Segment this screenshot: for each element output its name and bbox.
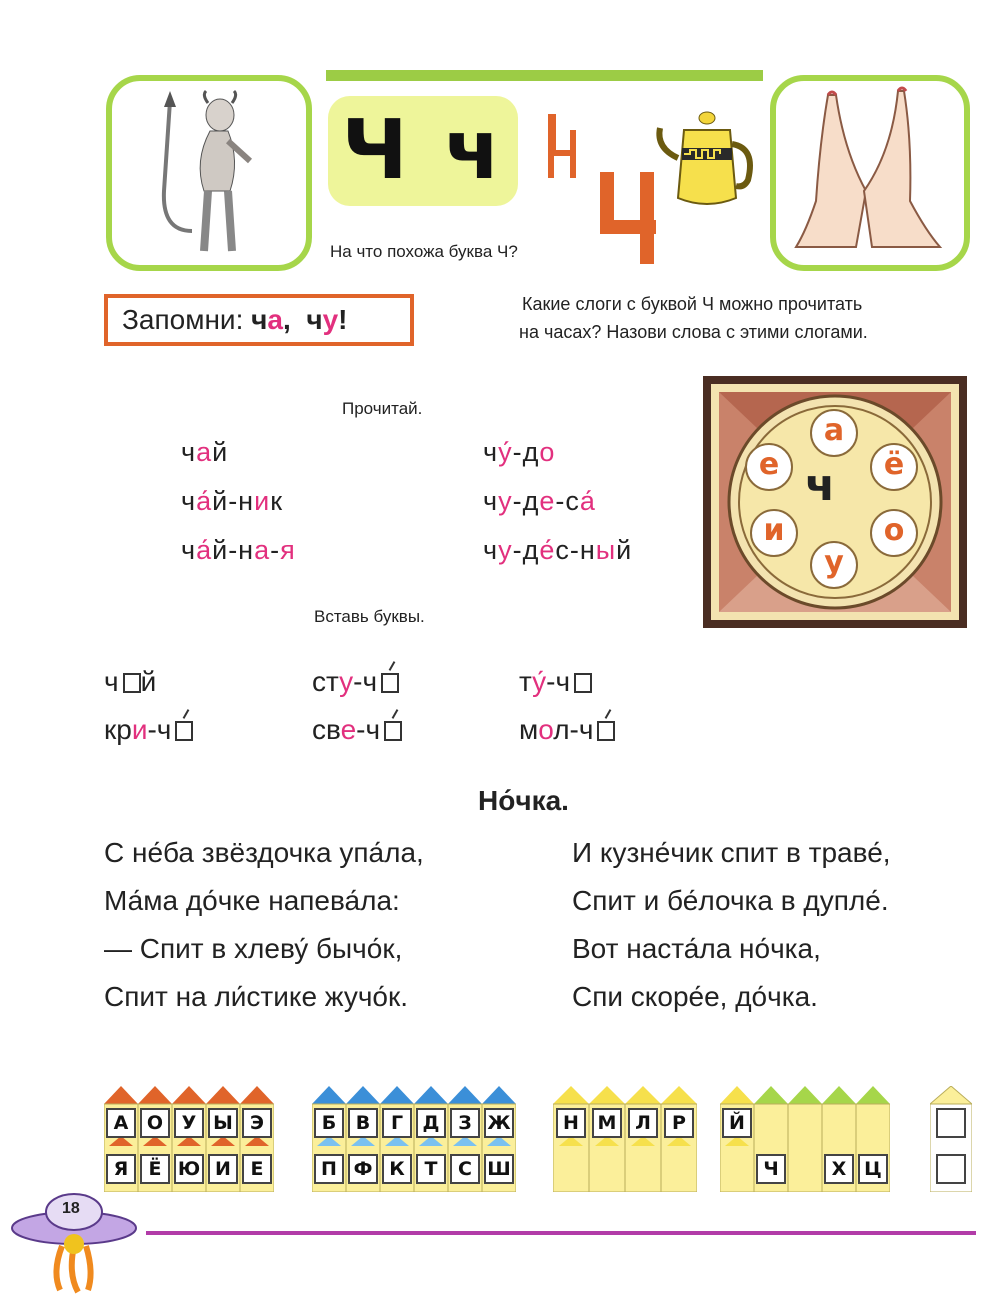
comma: ,	[282, 304, 291, 335]
letter-house-column	[448, 1086, 482, 1192]
letter-cell: М	[592, 1108, 622, 1138]
poem-right-column	[572, 829, 891, 1021]
blank-letter-box[interactable]	[597, 721, 615, 741]
letter-cell: С	[450, 1154, 480, 1184]
letter-cell: П	[314, 1154, 344, 1184]
syllable-chu: чу!	[306, 304, 348, 335]
page-number: 18	[62, 1200, 80, 1217]
letter-cell: Н	[556, 1108, 586, 1138]
blank-letter-cell[interactable]	[936, 1154, 966, 1184]
letter-house-column	[482, 1086, 516, 1192]
stress-mark	[605, 709, 612, 719]
insert-item: све-ч	[312, 714, 402, 746]
letter-cell: Х	[824, 1154, 854, 1184]
word-chudesa: чу-де-са́	[483, 486, 596, 516]
letter-cell: Т	[416, 1154, 446, 1184]
letter-house-column	[661, 1086, 697, 1192]
word-chainik: ча́й-ник	[181, 486, 283, 516]
letter-cell: Й	[722, 1108, 752, 1138]
letter-cell: Ц	[858, 1154, 888, 1184]
faun-illustration	[112, 81, 306, 265]
clock-vowel-1: ё	[870, 443, 918, 491]
stress-mark	[392, 709, 399, 719]
letter-cell: И	[208, 1154, 238, 1184]
empty-letter-house	[930, 1086, 972, 1192]
poem-line: С не́ба звёздочка упа́ла,	[104, 837, 424, 868]
word-chainaya: ча́й-на-я	[181, 535, 296, 565]
poem-line: Спи скоре́е, до́чка.	[572, 981, 818, 1012]
letter-house-column	[720, 1086, 754, 1192]
poem-line: Ма́ма до́чке напева́ла:	[104, 885, 400, 916]
letter-house-column	[240, 1086, 274, 1192]
stress-mark	[183, 709, 190, 719]
blank-letter-box[interactable]	[175, 721, 193, 741]
insert-item: ту́-ч	[519, 666, 592, 698]
insert-item: мол-ч	[519, 714, 615, 746]
clock-task-line2: на часах? Назови слова с этими слогами.	[519, 322, 868, 342]
poem-line: Вот наста́ла но́чка,	[572, 933, 821, 964]
syllable-cha: ча	[251, 304, 283, 335]
blank-letter-cell[interactable]	[936, 1108, 966, 1138]
poem-left-column	[104, 829, 424, 1021]
word-chudo: чу́-до	[483, 437, 556, 467]
letter-cell: У	[174, 1108, 204, 1138]
read-heading: Прочитай.	[342, 399, 423, 418]
word-chudesny: чу-де́с-ный	[483, 535, 633, 565]
letter-house-column	[172, 1086, 206, 1192]
insert-heading: Вставь буквы.	[314, 607, 425, 626]
letter-cell: Ф	[348, 1154, 378, 1184]
letter-house-column	[553, 1086, 589, 1192]
blank-letter-box[interactable]	[384, 721, 402, 741]
letter-cell: В	[348, 1108, 378, 1138]
letter-house-column	[206, 1086, 240, 1192]
insert-item: кри-ч	[104, 714, 193, 746]
hands-picture-frame	[770, 75, 970, 271]
stress-mark	[389, 661, 396, 671]
remember-box	[104, 294, 414, 346]
clock-task-line1: Какие слоги с буквой Ч можно прочитать	[522, 294, 863, 314]
letter-house-column	[589, 1086, 625, 1192]
letter-house-column	[822, 1086, 856, 1192]
remember-label: Запомни:	[122, 304, 244, 335]
letter-cell: Ё	[140, 1154, 170, 1184]
letter-house-column	[414, 1086, 448, 1192]
poem-line: И кузне́чик спит в траве́,	[572, 837, 891, 868]
letter-cell: Р	[664, 1108, 694, 1138]
chair-letter-icon	[540, 110, 660, 265]
blank-letter-box[interactable]	[574, 673, 592, 693]
letter-cell: Ж	[484, 1108, 514, 1138]
poem-title: Но́чка.	[478, 785, 569, 816]
letter-house-column	[788, 1086, 822, 1192]
header-bar	[326, 70, 763, 81]
teapot-icon	[652, 108, 762, 214]
question-caption: На что похожа буква Ч?	[330, 242, 518, 261]
letter-house-column	[346, 1086, 380, 1192]
big-letter-title: Ч ч	[328, 96, 518, 206]
poem-line: Спит на ли́стике жучо́к.	[104, 981, 409, 1012]
insert-item: сту-ч	[312, 666, 399, 698]
letter-house-column	[856, 1086, 890, 1192]
word-chai: чай	[181, 437, 229, 467]
letter-cell: О	[140, 1108, 170, 1138]
faun-picture-frame	[106, 75, 312, 271]
letter-cell: А	[106, 1108, 136, 1138]
blank-letter-box[interactable]	[123, 673, 141, 693]
clock-vowel-4: и	[750, 509, 798, 557]
letter-cell: Ш	[484, 1154, 514, 1184]
letter-house-column	[380, 1086, 414, 1192]
clock-hand-letter: ч	[805, 460, 836, 511]
letter-cell: К	[382, 1154, 412, 1184]
letter-house-column	[625, 1086, 661, 1192]
letter-cell: Э	[242, 1108, 272, 1138]
letter-cell: Ы	[208, 1108, 238, 1138]
letter-house-column	[754, 1086, 788, 1192]
letter-cell: Я	[106, 1154, 136, 1184]
letter-house-column	[138, 1086, 172, 1192]
letter-cell: Е	[242, 1154, 272, 1184]
clock-vowel-0: а	[810, 409, 858, 457]
letter-cell: Г	[382, 1108, 412, 1138]
hands-illustration	[776, 81, 964, 265]
letter-cell: З	[450, 1108, 480, 1138]
letter-cell: Б	[314, 1108, 344, 1138]
insert-item: ч й	[104, 666, 157, 697]
letter-cell: Д	[416, 1108, 446, 1138]
footer-divider	[146, 1231, 976, 1235]
clock-vowel-3: у	[810, 541, 858, 589]
poem-line: Спит и бе́лочка в дупле́.	[572, 885, 889, 916]
letter-cell: Л	[628, 1108, 658, 1138]
blank-letter-box[interactable]	[381, 673, 399, 693]
letter-cell: Ч	[756, 1154, 786, 1184]
clock-vowel-5: е	[745, 443, 793, 491]
clock-vowel-2: о	[870, 509, 918, 557]
poem-line: — Спит в хлеву́ бычо́к,	[104, 933, 403, 964]
letter-house-column	[312, 1086, 346, 1192]
letter-house-column	[104, 1086, 138, 1192]
letter-cell: Ю	[174, 1154, 204, 1184]
